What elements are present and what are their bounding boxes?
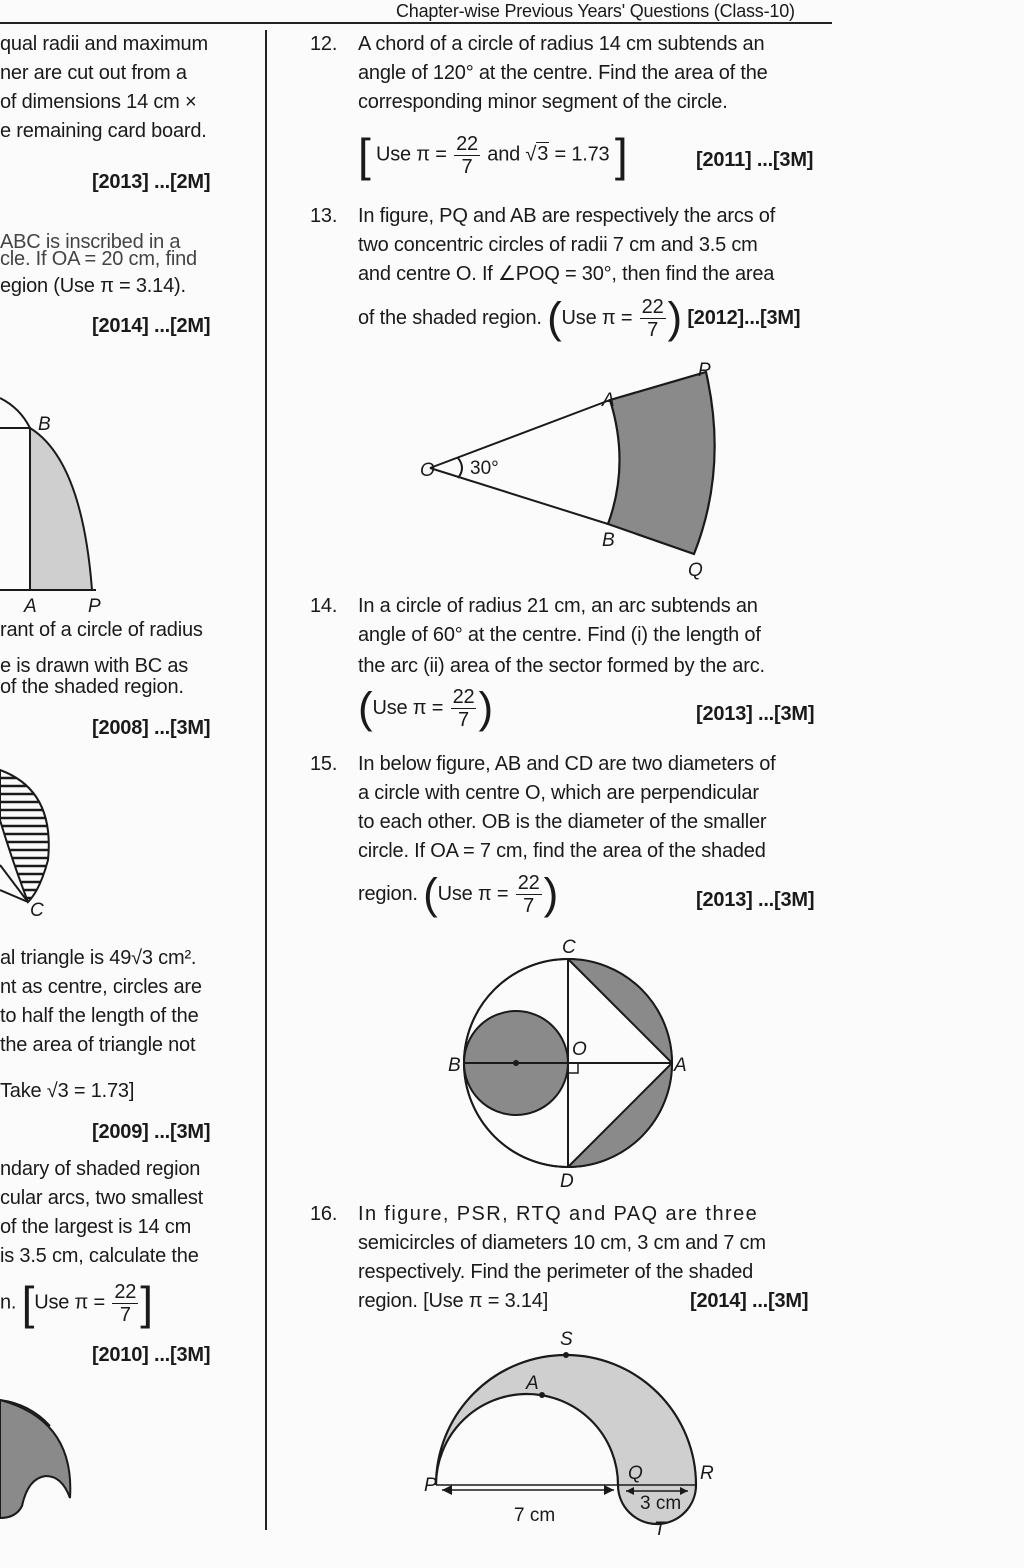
- q-triangle-line: the area of triangle not: [0, 1034, 196, 1056]
- fig-label-b: B: [448, 1055, 461, 1076]
- question-line: two concentric circles of radii 7 cm and 3.5 cm: [358, 234, 758, 256]
- question-line: to each other. OB is the diameter of the smaller: [358, 811, 767, 833]
- fig-label-a: A: [526, 1373, 539, 1394]
- fig-label-b: B: [602, 530, 615, 551]
- fig-label-three-cm: 3 cm: [640, 1493, 682, 1514]
- fig-label-o: O: [572, 1039, 587, 1060]
- use-hint: [ Use π = $\frac{22}{7}$ and √3 = 1.73 ]: [358, 129, 628, 181]
- fig-label-p: P: [698, 360, 711, 381]
- question-number: 12.: [310, 33, 338, 55]
- fig-label-p: P: [88, 596, 101, 617]
- semicircle-figure: [0, 750, 80, 920]
- q-quadrant-line: of the shaded region.: [0, 676, 184, 698]
- question-number: 14.: [310, 595, 338, 617]
- fig-label-a: A: [24, 596, 37, 617]
- q-triangle-line: nt as centre, circles are: [0, 976, 202, 998]
- semicircles-figure: [420, 1325, 730, 1540]
- q-quadrant-line: rant of a circle of radius: [0, 619, 203, 641]
- fig-label-t: T: [654, 1519, 666, 1540]
- fig-label-angle: 30°: [470, 458, 499, 479]
- question-line: and centre O. If ∠POQ = 30°, then find the area: [358, 263, 775, 285]
- use-text: Use π =: [372, 696, 444, 719]
- header-title: Chapter-wise Previous Years' Questions (Class-10): [396, 1, 795, 21]
- question-year: [2013] ...[3M]: [696, 889, 815, 911]
- q-boundary-line: of the largest is 14 cm: [0, 1216, 192, 1238]
- question-line: In a circle of radius 21 cm, an arc subtends an: [358, 595, 758, 617]
- fig-label-c: C: [562, 937, 576, 958]
- question-line: angle of 120° at the centre. Find the area of the: [358, 62, 768, 84]
- arcs-figure: [0, 1390, 90, 1530]
- pi-fraction: $\frac{22}{7}$: [452, 686, 475, 731]
- q-inscribed-line: cle. If OA = 20 cm, find: [0, 248, 197, 270]
- question-line: angle of 60° at the centre. Find (i) the length of: [358, 624, 761, 646]
- fig-label-r: R: [700, 1463, 714, 1484]
- column-divider: [265, 30, 267, 1530]
- pi-fraction: $\frac{22}{7}$: [641, 296, 664, 341]
- q-triangle-year: [2009] ...[3M]: [92, 1121, 211, 1143]
- sqrt-arg: 3: [537, 143, 549, 166]
- sqrt-value: = 1.73: [554, 143, 610, 166]
- question-line: corresponding minor segment of the circle.: [358, 91, 728, 113]
- question-line: In figure, PQ and AB are respectively the arcs of: [358, 205, 776, 227]
- fig-label-p: P: [424, 1475, 437, 1496]
- q-cut-line: ner are cut out from a: [0, 62, 187, 84]
- question-year: [2013] ...[3M]: [696, 703, 815, 725]
- question-line: In figure, PSR, RTQ and PAQ are three: [358, 1203, 759, 1225]
- question-number: 13.: [310, 205, 338, 227]
- question-line: the arc (ii) area of the sector formed by the arc.: [358, 655, 765, 677]
- q-boundary-use-text: Use π =: [34, 1291, 105, 1314]
- q-boundary-use: n. [Use π = $\frac{22}{7}$ ]: [0, 1277, 153, 1329]
- question-last-line: region. (Use π = $\frac{22}{7}$ ): [358, 869, 559, 919]
- fig-label-seven-cm: 7 cm: [514, 1505, 556, 1526]
- fig-label-b: B: [38, 414, 51, 435]
- use-text: Use π =: [375, 143, 447, 166]
- question-line: respectively. Find the perimeter of the shaded: [358, 1261, 754, 1283]
- question-last-line: region. [Use π = 3.14]: [358, 1290, 549, 1312]
- fig-label-a: A: [674, 1055, 687, 1076]
- question-last-line: of the shaded region. (Use π = $\frac{22}{7}$ ) [2012]...[3M]: [358, 293, 801, 343]
- q-triangle-take: Take √3 = 1.73]: [0, 1080, 135, 1102]
- q-boundary-use-prefix: n.: [0, 1291, 17, 1314]
- q-boundary-line: cular arcs, two smallest: [0, 1187, 204, 1209]
- q-inscribed-year: [2014] ...[2M]: [92, 315, 211, 337]
- fig-label-c: C: [30, 900, 44, 921]
- header-rule: [0, 22, 832, 24]
- fig-label-a: A: [602, 390, 615, 411]
- question-line: A chord of a circle of radius 14 cm subtends an: [358, 33, 765, 55]
- question-number: 15.: [310, 753, 338, 775]
- q-cut-line: e remaining card board.: [0, 120, 207, 142]
- pi-fraction: $\frac{22}{7}$: [517, 872, 540, 917]
- fig-label-q: Q: [688, 560, 703, 581]
- fig-label-s: S: [560, 1329, 573, 1350]
- pi-fraction: $\frac{22}{7}$: [456, 132, 478, 178]
- question-line: a circle with centre O, which are perpendicular: [358, 782, 759, 804]
- quadrant-figure: [0, 390, 120, 617]
- question-year: [2014] ...[3M]: [690, 1290, 809, 1312]
- q-triangle-line: to half the length of the: [0, 1005, 199, 1027]
- question-year: [2011] ...[3M]: [696, 149, 814, 171]
- use-hint: (Use π = $\frac{22}{7}$ ): [358, 683, 493, 733]
- q-boundary-line: is 3.5 cm, calculate the: [0, 1245, 199, 1267]
- use-text: Use π =: [561, 306, 633, 329]
- fig-label-d: D: [560, 1171, 574, 1192]
- q-boundary-line: ndary of shaded region: [0, 1158, 201, 1180]
- circle-diameters-figure: [440, 935, 720, 1192]
- q-cut-line: of dimensions 14 cm ×: [0, 91, 197, 113]
- fig-label-q: Q: [628, 1463, 643, 1484]
- q-inscribed-line: egion (Use π = 3.14).: [0, 275, 186, 297]
- q-cut-line: qual radii and maximum: [0, 33, 208, 55]
- q-boundary-year: [2010] ...[3M]: [92, 1344, 211, 1366]
- question-line: In below figure, AB and CD are two diameters of: [358, 753, 776, 775]
- q-cut-year: [2013] ...[2M]: [92, 171, 211, 193]
- q-triangle-line: al triangle is 49√3 cm².: [0, 947, 197, 969]
- fig-label-o: O: [420, 460, 435, 481]
- use-and: and: [487, 143, 521, 166]
- q-inscribed-line: ABC is inscribed in a: [0, 231, 181, 253]
- q-quadrant-line: e is drawn with BC as: [0, 655, 189, 677]
- question-number: 16.: [310, 1203, 338, 1225]
- question-year: [2012]...[3M]: [687, 306, 801, 329]
- use-text: Use π =: [437, 882, 509, 905]
- question-line: semicircles of diameters 10 cm, 3 cm and 7 cm: [358, 1232, 766, 1254]
- pi-fraction: $\frac{22}{7}$: [114, 1280, 137, 1326]
- question-line: circle. If OA = 7 cm, find the area of the shaded: [358, 840, 766, 862]
- q-quadrant-year: [2008] ...[3M]: [92, 717, 211, 739]
- concentric-arcs-figure: [410, 360, 730, 580]
